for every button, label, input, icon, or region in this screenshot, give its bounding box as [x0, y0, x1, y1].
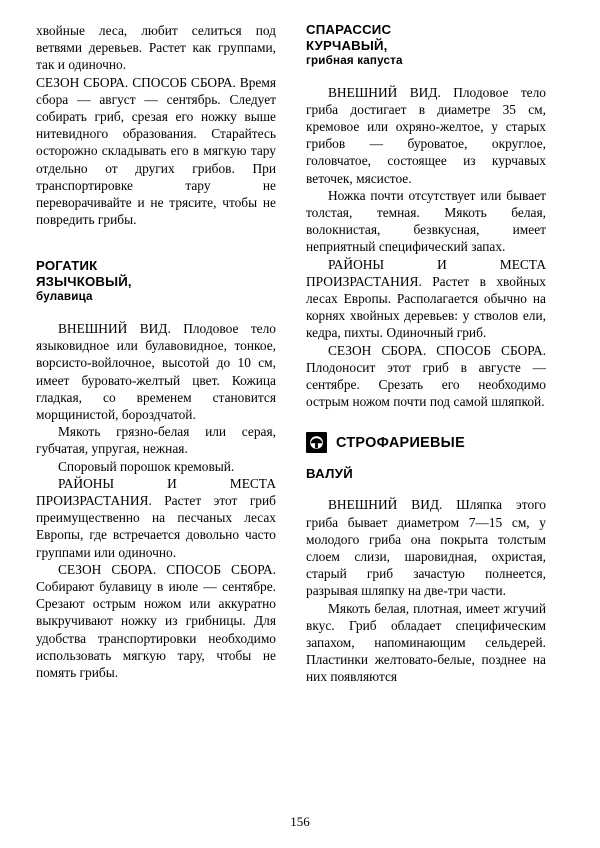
family-section-title: СТРОФАРИЕВЫЕ: [336, 434, 465, 451]
stem-paragraph: Ножка почти отсутствует или бывает толстая, темная. Мякоть белая, волокнистая, безвкусная, имеет неприятный специфический запах.: [306, 187, 546, 255]
flesh-paragraph: Мякоть грязно-белая или серая, губчатая, упругая, нежная.: [36, 424, 276, 457]
habitat-paragraph: РАЙОНЫ И МЕСТА ПРОИЗРАСТАНИЯ. Растет в хвойных лесах Европы. Располагается обычно на корнях хвойных деревьев: у стволов ели, кедра, пихты. Одиночный гриб.: [306, 256, 546, 341]
appearance-paragraph: ВНЕШНИЙ ВИД. Плодовое тело гриба достигает в диаметре 35 см, кремовое или охряно-желтое, у старых грибов — буроватое, округлое, головчатое, состоящее из курчавых веточек, мясистое.: [306, 84, 546, 186]
flesh-paragraph: Мякоть белая, плотная, имеет жгучий вкус. Гриб обладает специфическим запахом, напоминающим сельдерей. Пластинки желтовато-белые, позднее на них появляются: [306, 600, 546, 685]
habitat-paragraph: РАЙОНЫ И МЕСТА ПРОИЗРАСТАНИЯ. Растет этот гриб преимущественно на песчаных лесах Европы, где встречается довольно часто группами или одиночно.: [36, 475, 276, 560]
entry-title-line3: грибная капуста: [306, 54, 403, 67]
collection-method-paragraph: СЕЗОН СБОРА. СПОСОБ СБОРА. Собирают булавицу в июле — сентябре. Срезают острым ножом или аккуратно выкручивают ножку из грибницы. Для удобства транспортировки необходимо использовать мягкую тару, чтобы не помять грибы.: [36, 561, 276, 680]
entry-title-line2: КУРЧАВЫЙ,: [306, 37, 388, 53]
mushroom-glyph-icon: [306, 432, 327, 453]
continued-paragraph: хвойные леса, любит селиться под ветвями деревьев. Растет как группами, так и одиночно.: [36, 23, 276, 73]
entry-title-line3: булавица: [36, 290, 93, 304]
collection-paragraph: СЕЗОН СБОРА. СПОСОБ СБОРА. Время сбора — август — сентябрь. Следует собирать гриб, срезая его ножку выше нитевидного образования. Старайтесь осторожно складывать его в мягкую тару отдельно от других грибов. При транспортировке тару не переворачивайте и не трясите, чтобы не повредить грибы.: [36, 74, 276, 228]
entry-title-rogatik: [36, 258, 276, 305]
spores-paragraph: Споровый порошок кремовый.: [58, 458, 235, 474]
family-section-header: [306, 432, 546, 453]
page-number: 156: [290, 814, 310, 829]
appearance-paragraph: ВНЕШНИЙ ВИД. Шляпка этого гриба бывает диаметром 7—15 см, у молодого гриба она покрыта толстым слоем слизи, шаровидная, охристая, старый гриб зачастую полнеется, разрывая шляпку на две-три части.: [306, 497, 546, 599]
two-column-layout: [36, 22, 564, 802]
left-column: [36, 22, 276, 802]
entry-title-line1: РОГАТИК: [36, 258, 98, 274]
appearance-paragraph: ВНЕШНИЙ ВИД. Плодовое тело языковидное или булавовидное, тонкое, ворсисто-войлочное, высотой до 10 см, имеет буровато-желтый цвет. Кожица гладкая, со временем становится морщинистой, бороздчатой.: [36, 320, 276, 422]
entry-title-line2: ЯЗЫЧКОВЫЙ,: [36, 273, 132, 289]
collection-method-paragraph: СЕЗОН СБОРА. СПОСОБ СБОРА. Плодоносит этот гриб в августе — сентябре. Срезать его необходимо острым ножом почти под самой шляпкой.: [306, 342, 546, 410]
entry-title-sparassis: [306, 22, 546, 69]
species-subsection-title: ВАЛУЙ: [306, 466, 353, 482]
right-column: [306, 22, 546, 802]
entry-title-line1: СПАРАССИС: [306, 22, 392, 37]
